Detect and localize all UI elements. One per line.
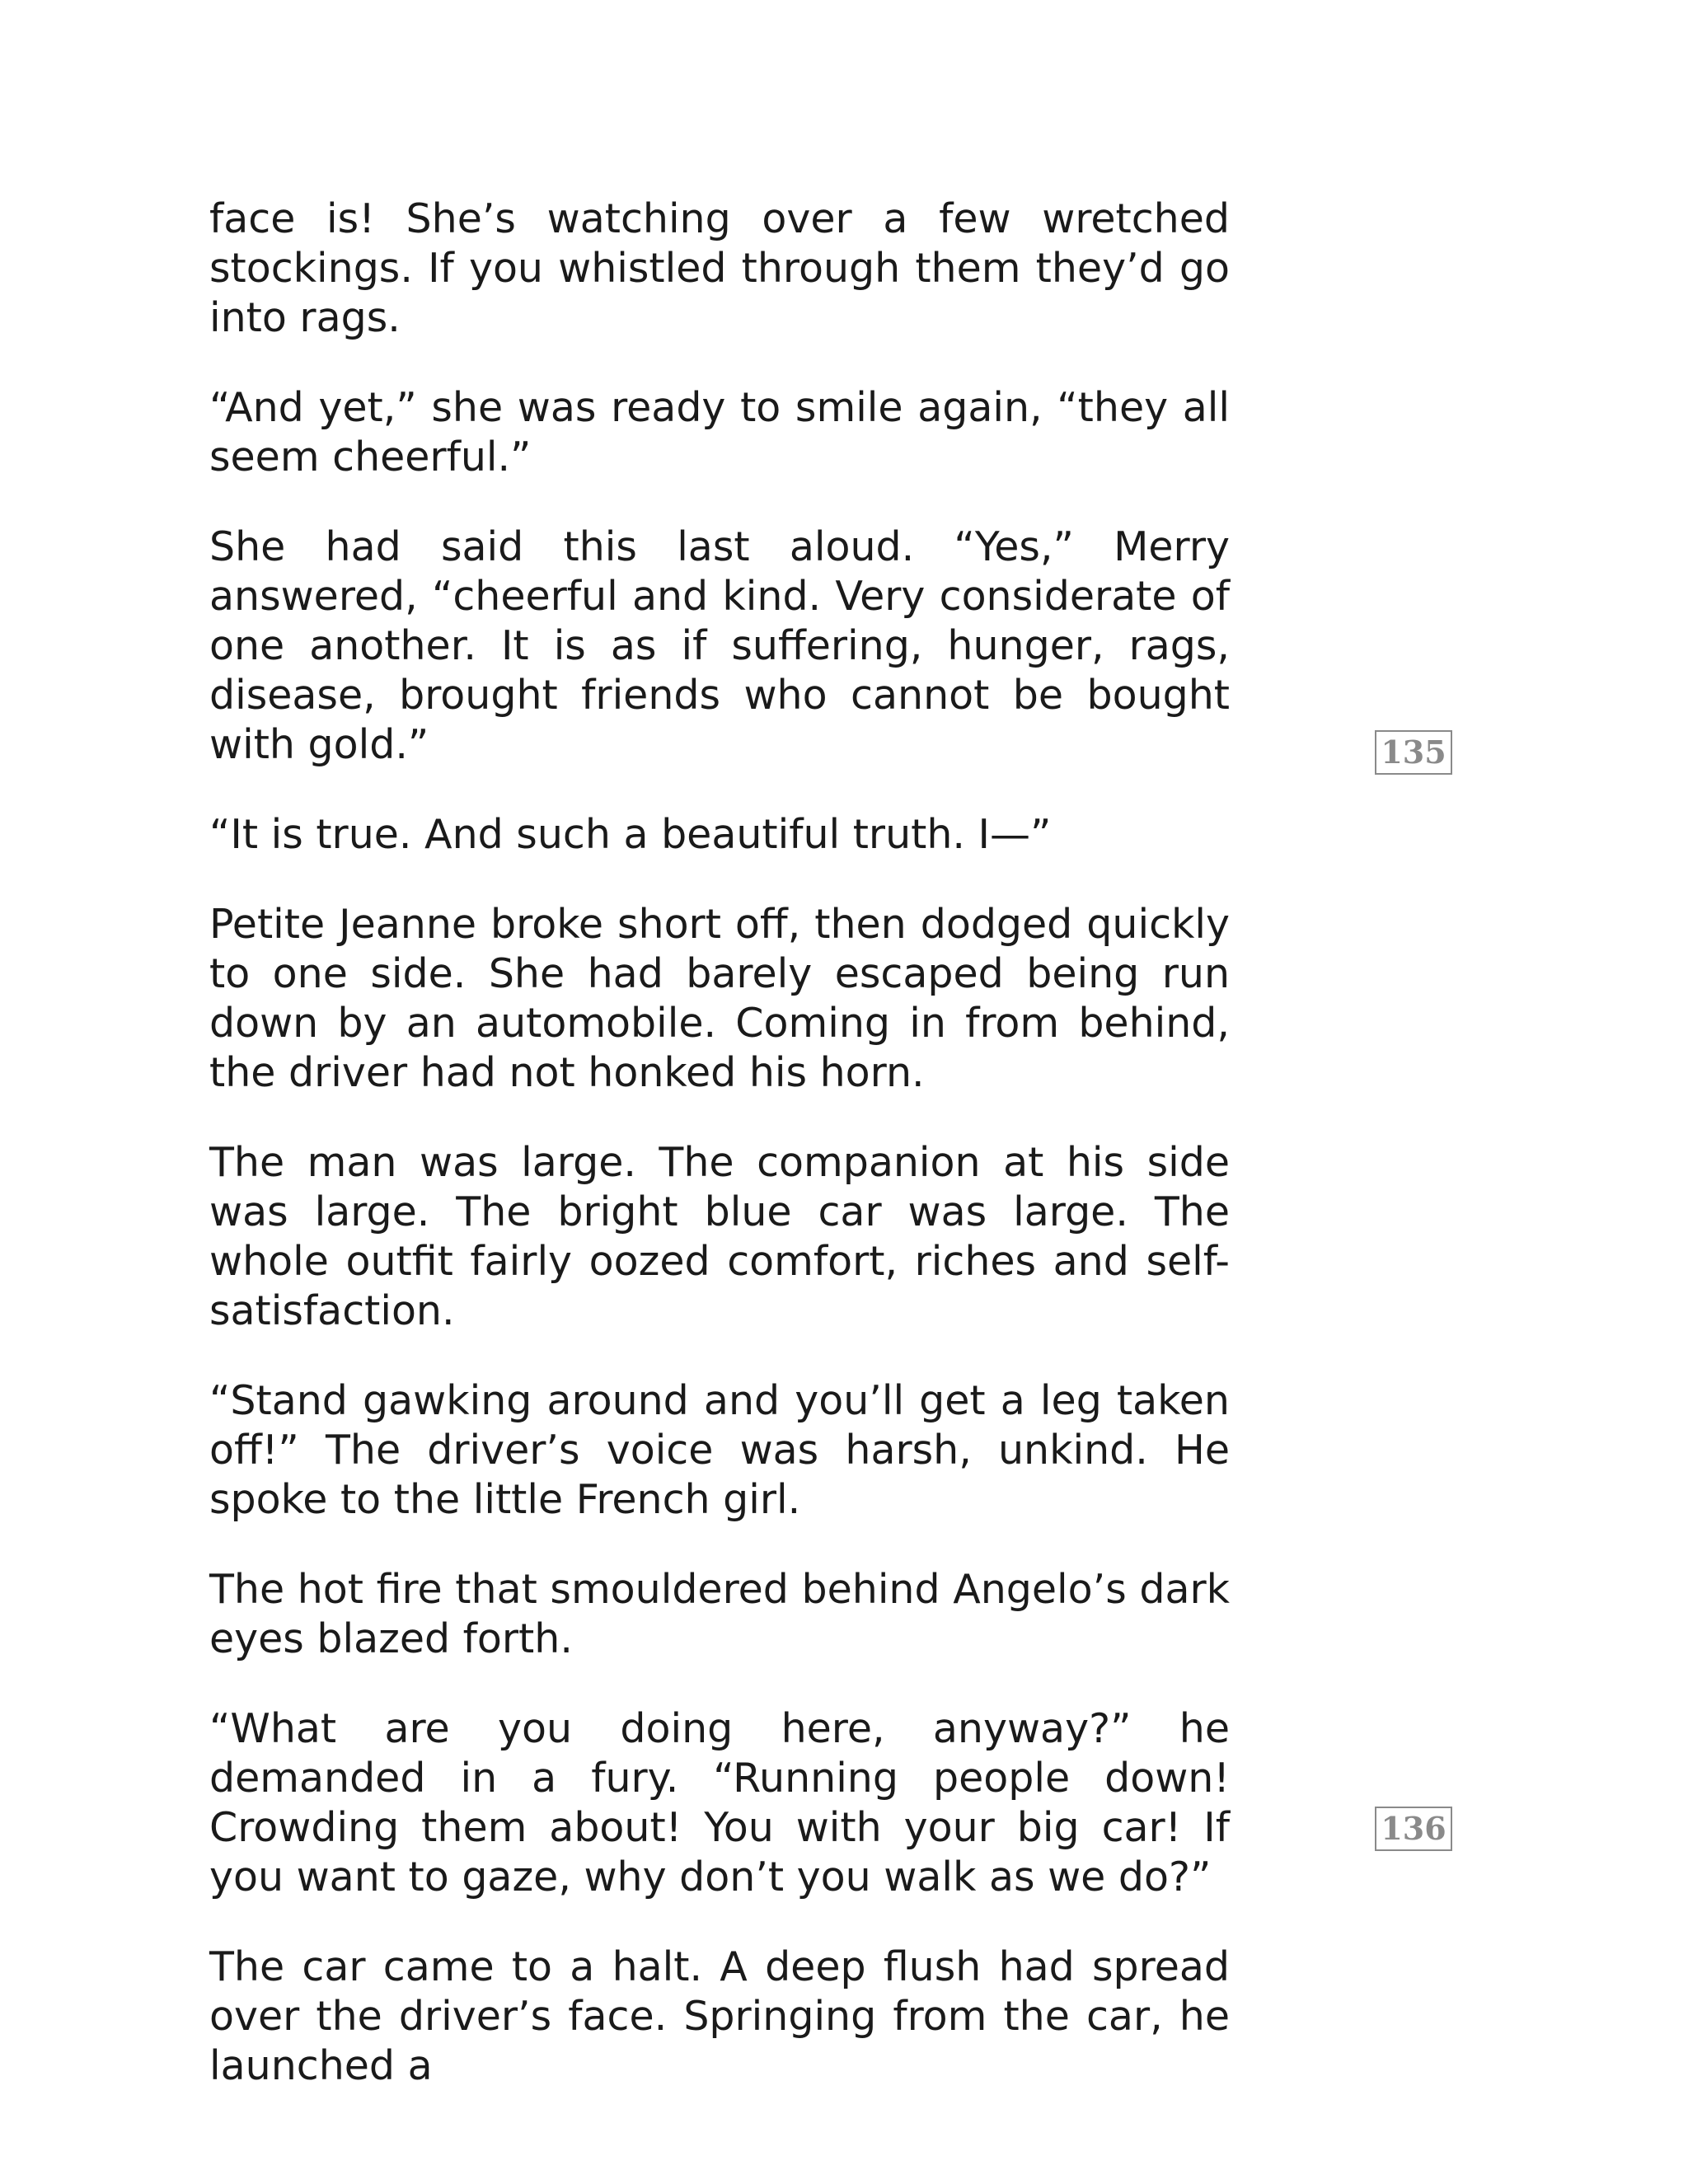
paragraph: Petite Jeanne broke short off, then dodged quickly to one side. She had barely escaped being run down by an automobile. Coming in from behind, the driver had not honked his horn.	[209, 901, 1230, 1096]
paragraph: The hot fire that smouldered behind Angelo’s dark eyes blazed forth.	[209, 1566, 1230, 1662]
page-number-marker: 135	[1375, 730, 1452, 775]
paragraph: The car came to a halt. A deep flush had spread over the driver’s face. Springing from the car, he launched a	[209, 1943, 1230, 2089]
paragraph: “It is true. And such a beautiful truth. I—”	[209, 811, 1052, 858]
paragraph: “What are you doing here, anyway?” he demanded in a fury. “Running people down! Crowding them about! You with your big car! If you want to gaze, why don’t you walk as we do?”	[209, 1705, 1230, 1900]
page-number-marker: 136	[1375, 1807, 1452, 1851]
body-text	[209, 194, 1230, 2091]
paragraph: “And yet,” she was ready to smile again, “they all seem cheerful.”	[209, 384, 1230, 480]
paragraph: The man was large. The companion at his side was large. The bright blue car was large. The whole outfit fairly oozed comfort, riches and self-satisfaction.	[209, 1139, 1230, 1334]
paragraph: She had said this last aloud. “Yes,” Merry answered, “cheerful and kind. Very considerate of one another. It is as if suffering, hunger, rags, disease, brought friends who cannot be bought with gold.”	[209, 523, 1230, 768]
paragraph: “Stand gawking around and you’ll get a leg taken off!” The driver’s voice was harsh, unkind. He spoke to the little French girl.	[209, 1377, 1230, 1523]
paragraph: face is! She’s watching over a few wretched stockings. If you whistled through them they’d go into rags.	[209, 195, 1230, 341]
